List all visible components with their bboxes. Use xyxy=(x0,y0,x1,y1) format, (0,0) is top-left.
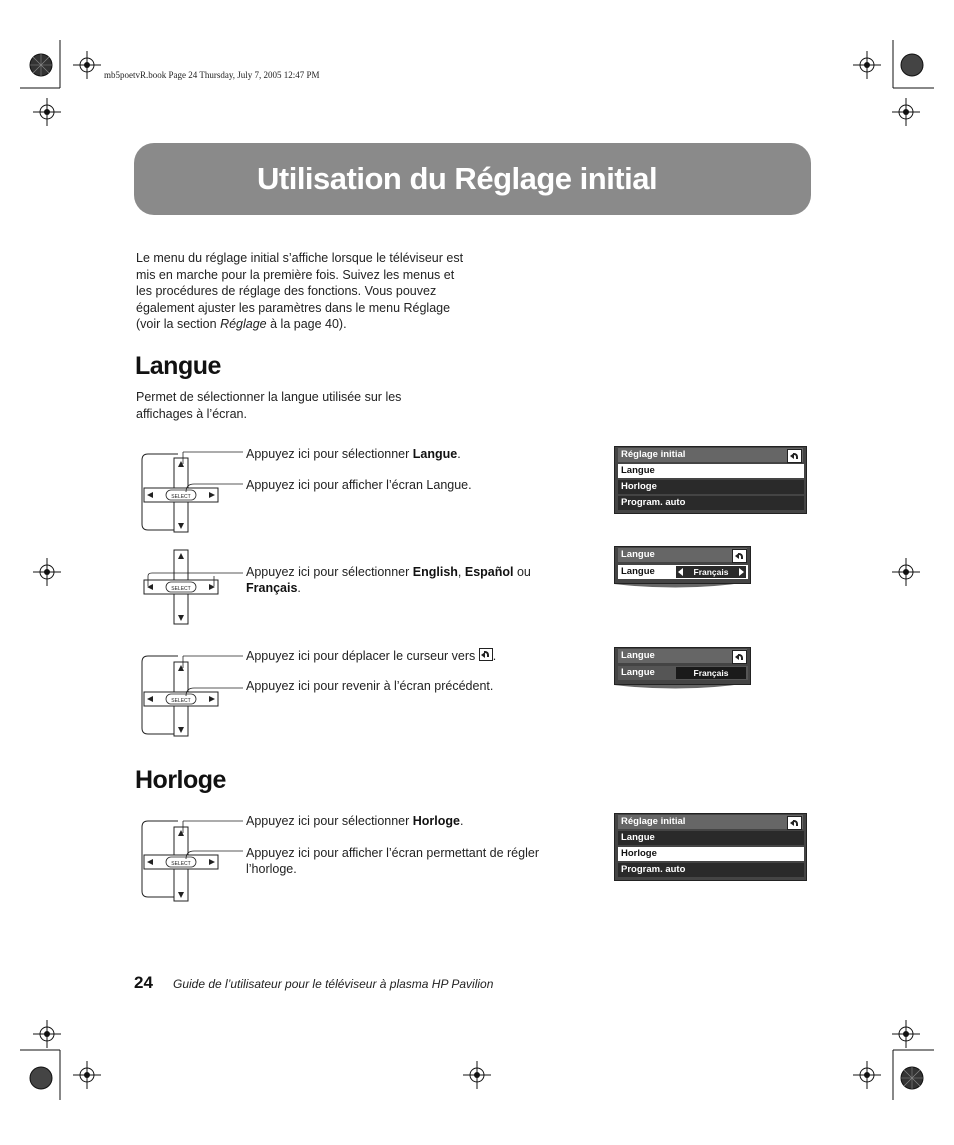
osd-row-langue: Langue xyxy=(618,565,748,579)
osd-title: Langue xyxy=(618,548,747,562)
osd-initial-menu-2 xyxy=(614,813,807,881)
svg-text:SELECT: SELECT xyxy=(171,586,191,592)
osd-item-langue: Langue xyxy=(618,831,804,845)
title-banner xyxy=(134,143,811,215)
remote-select-label: SELECT xyxy=(171,494,191,500)
remote-dpad-1 xyxy=(138,450,243,534)
osd-language-value: Français xyxy=(676,566,746,578)
osd-language-value: Français xyxy=(676,667,746,679)
osd-title: Réglage initial xyxy=(618,815,803,829)
horloge-step1-line2b: l’horloge. xyxy=(246,862,297,876)
remote-dpad-3 xyxy=(138,652,243,738)
osd-row-langue: Langue xyxy=(618,666,748,680)
svg-text:SELECT: SELECT xyxy=(171,861,191,867)
back-icon xyxy=(479,648,493,661)
print-header-stamp: mb5poetvR.book Page 24 Thursday, July 7, 2005 12:47 PM xyxy=(104,70,320,80)
back-icon xyxy=(732,650,747,664)
osd-langue-back xyxy=(614,647,751,685)
left-arrow-icon xyxy=(678,568,683,576)
osd-item-langue: Langue xyxy=(618,464,804,478)
langue-step2-line2: Français. xyxy=(246,581,301,595)
langue-step3-line2: Appuyez ici pour revenir à l’écran précédent. xyxy=(246,679,494,693)
horloge-step1-line2a: Appuyez ici pour afficher l’écran permettant de régler xyxy=(246,846,539,860)
horloge-step1-line1: Appuyez ici pour sélectionner Horloge. xyxy=(246,814,464,828)
page-title: Utilisation du Réglage initial xyxy=(257,161,658,196)
remote-dpad-2 xyxy=(138,546,243,626)
osd-langue-select xyxy=(614,546,751,584)
osd-item-horloge: Horloge xyxy=(618,480,804,494)
horloge-heading: Horloge xyxy=(135,766,226,794)
langue-step1-line2: Appuyez ici pour afficher l’écran Langue. xyxy=(246,478,472,492)
back-icon xyxy=(787,816,802,830)
osd-item-program-auto: Program. auto xyxy=(618,863,804,877)
langue-description: Permet de sélectionner la langue utilisée sur les affichages à l’écran. xyxy=(136,390,402,421)
footer-guide-title: Guide de l’utilisateur pour le téléviseur à plasma HP Pavilion xyxy=(173,977,494,991)
remote-dpad-4 xyxy=(138,817,243,903)
osd-title: Réglage initial xyxy=(618,448,803,462)
osd-item-horloge: Horloge xyxy=(618,847,804,861)
right-arrow-icon xyxy=(739,568,744,576)
osd-title: Langue xyxy=(618,649,747,663)
back-icon xyxy=(732,549,747,563)
langue-step3-line1: Appuyez ici pour déplacer le curseur vers . xyxy=(246,649,497,663)
intro-paragraph xyxy=(136,250,466,333)
intro-text-end: à la page 40). xyxy=(266,317,347,331)
langue-heading: Langue xyxy=(135,352,221,380)
page-number: 24 xyxy=(134,973,153,992)
intro-text: Le menu du réglage initial s’affiche lorsque le téléviseur est mis en marche pour la première fois. Suivez les menus et les procédures de réglage des fonctions. Vous pouvez également ajuster les paramètres dans le menu Réglage (voir la section xyxy=(136,251,464,331)
osd-initial-menu-1 xyxy=(614,446,807,514)
svg-text:SELECT: SELECT xyxy=(171,698,191,704)
langue-step2-line1: Appuyez ici pour sélectionner English, Español ou xyxy=(246,565,531,579)
langue-step1-line1: Appuyez ici pour sélectionner Langue. xyxy=(246,447,461,461)
osd-item-program-auto: Program. auto xyxy=(618,496,804,510)
intro-emphasis: Réglage xyxy=(220,317,267,331)
back-icon xyxy=(787,449,802,463)
